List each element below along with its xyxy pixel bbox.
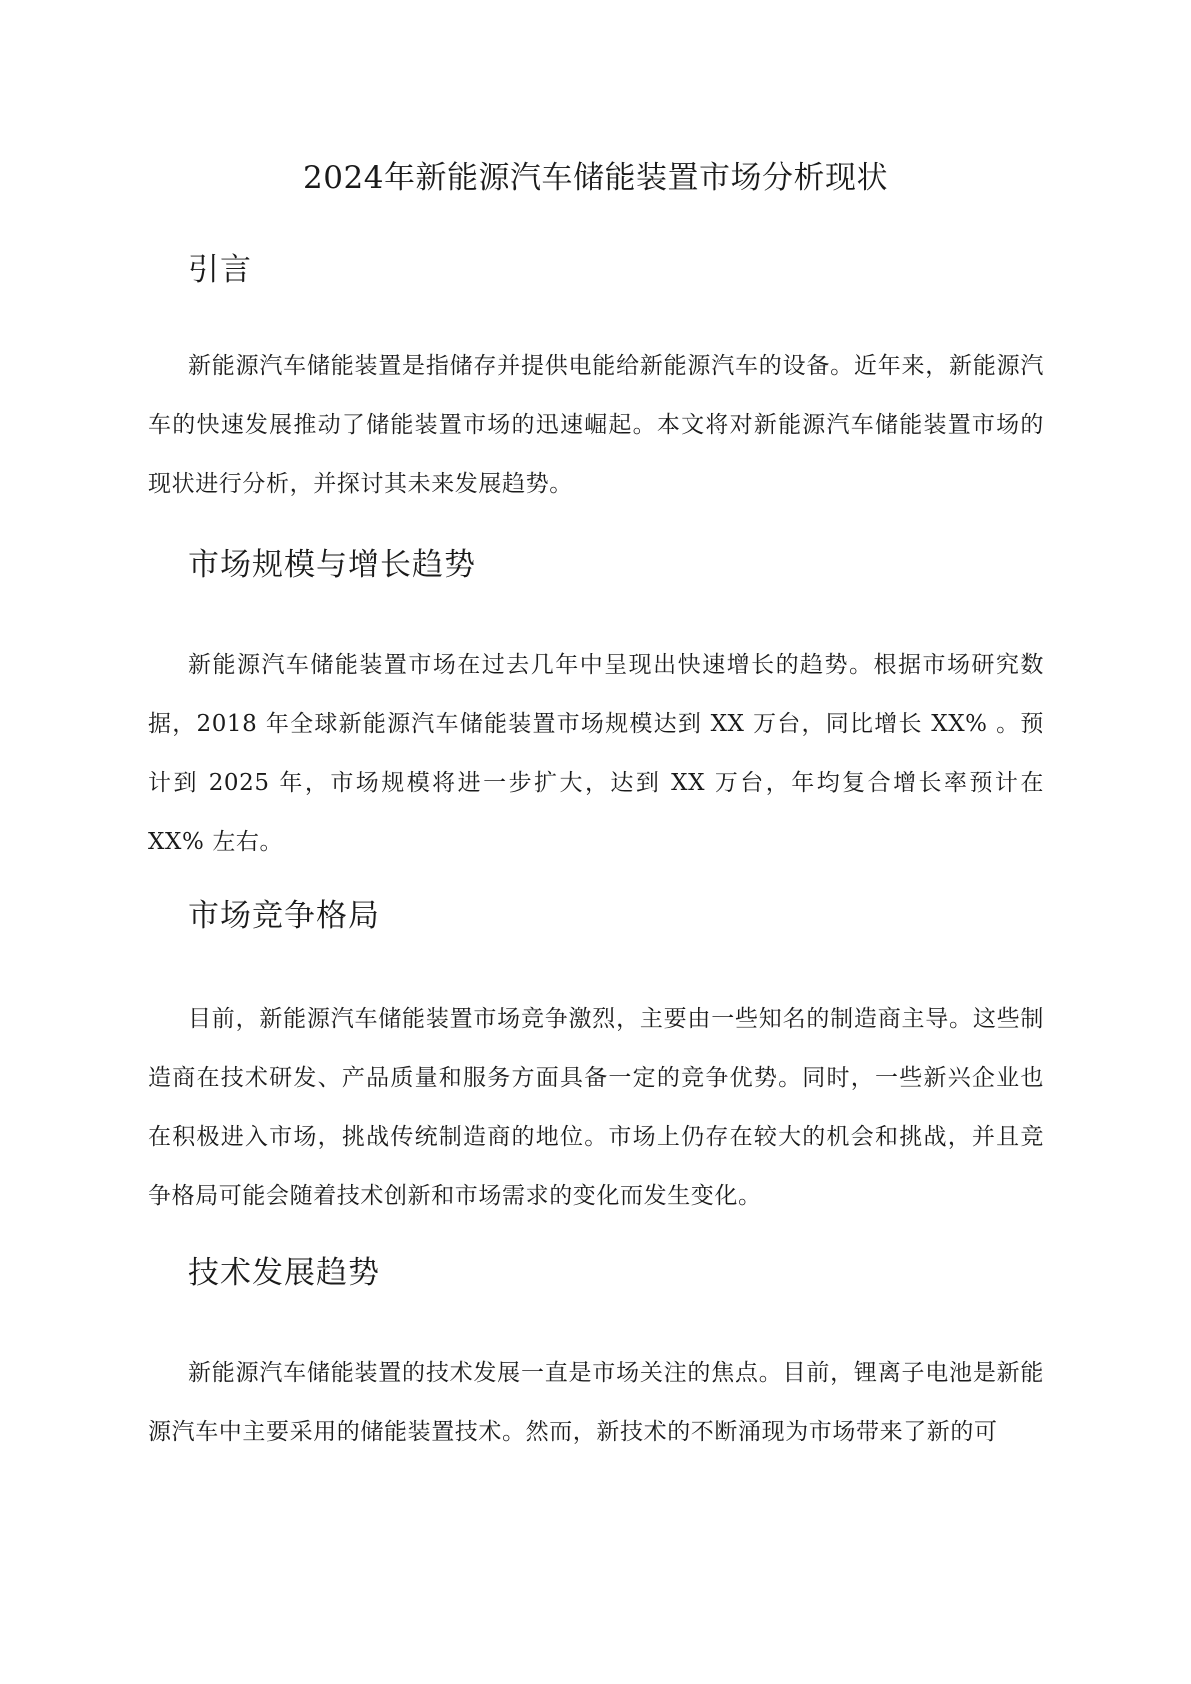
section-heading-introduction: 引言: [188, 252, 252, 288]
section-heading-technology: 技术发展趋势: [188, 1255, 380, 1291]
section-paragraph-introduction: 新能源汽车储能装置是指储存并提供电能给新能源汽车的设备。近年来，新能源汽车的快速发展推动了储能装置市场的迅速崛起。本文将对新能源汽车储能装置市场的现状进行分析，并探讨其未来发展趋势。: [148, 353, 1044, 497]
section-paragraph-technology: 新能源汽车储能装置的技术发展一直是市场关注的焦点。目前，锂离子电池是新能源汽车中主要采用的储能装置技术。然而，新技术的不断涌现为市场带来了新的可: [148, 1360, 1044, 1445]
section-paragraph-competition: 目前，新能源汽车储能装置市场竞争激烈，主要由一些知名的制造商主导。这些制造商在技术研发、产品质量和服务方面具备一定的竞争优势。同时，一些新兴企业也在积极进入市场，挑战传统制造商的地位。市场上仍存在较大的机会和挑战，并且竞争格局可能会随着技术创新和市场需求的变化而发生变化。: [148, 1006, 1044, 1209]
section-heading-competition: 市场竞争格局: [188, 898, 380, 934]
section-paragraph-market-size: 新能源汽车储能装置市场在过去几年中呈现出快速增长的趋势。根据市场研究数据，2018 年全球新能源汽车储能装置市场规模达到 XX 万台，同比增长 XX% 。预计到 2025 年，市场规模将进一步扩大，达到 XX 万台，年均复合增长率预计在 XX% 左右。: [148, 652, 1044, 855]
section-heading-market-size: 市场规模与增长趋势: [188, 547, 476, 583]
document-title: 2024年新能源汽车储能装置市场分析现状: [303, 160, 888, 196]
